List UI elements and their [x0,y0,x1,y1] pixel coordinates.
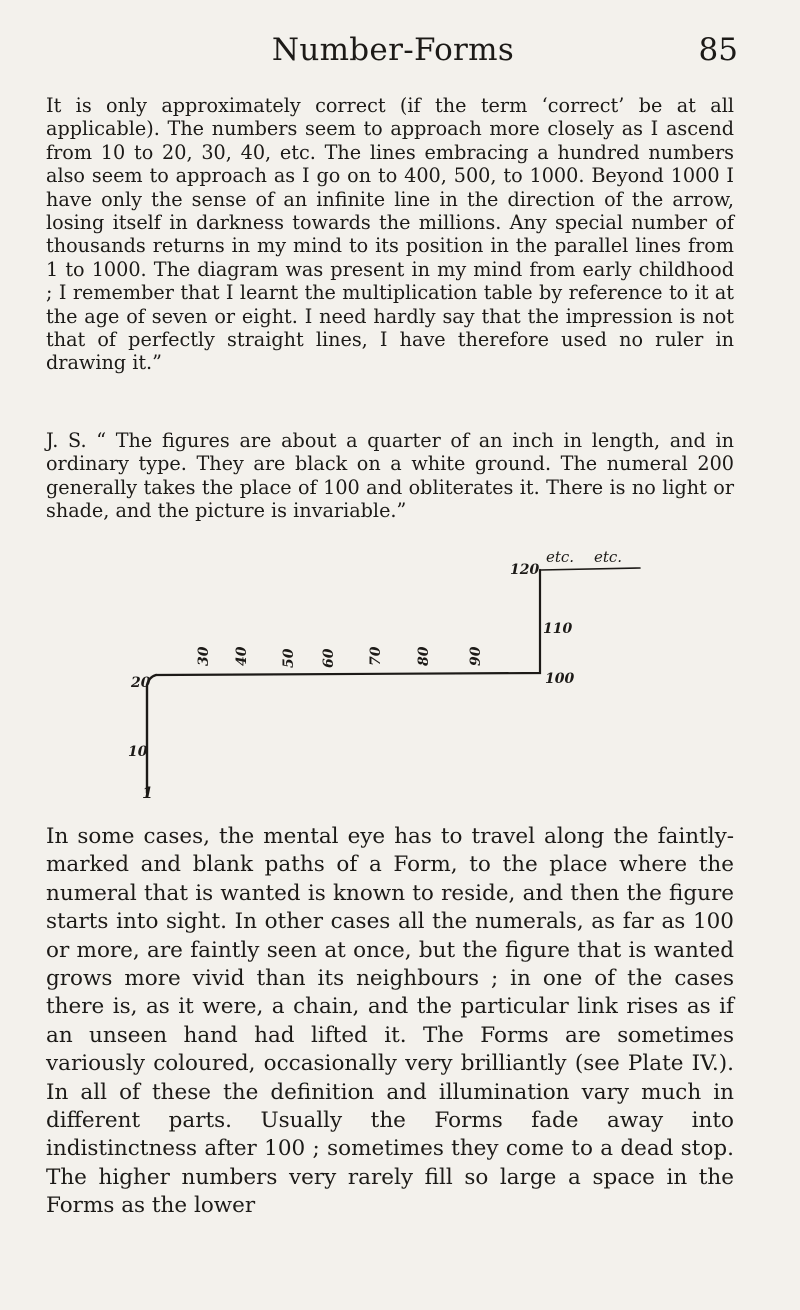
label-110: 110 [543,621,573,637]
label-20: 20 [131,675,151,691]
label-100: 100 [545,671,575,687]
paragraph-body: In some cases, the mental eye has to travel along the faintly-marked and blank paths of a Form, to the place where the numeral that is wanted is known to reside, and then the figure starts into sight. In other cases all the numerals, as far as 100 or more, are faintly seen at once, but the figure that is wanted grows more vivid than its neighbours ; in one of the cases there is, as it were, a chain, and the particular link rises as if an unseen hand had lifted it. The Forms are sometimes variously coloured, occasionally very brilliantly (see Plate IV.). In all of these the definition and illumination vary much in different parts. Usually the Forms fade away into indistinctness after 100 ; sometimes they come to a dead stop. The higher numbers very rarely fill so large a space in the Forms as the lower [46,824,734,1219]
label-60: 60 [321,648,337,668]
label-10: 10 [128,744,148,760]
label-start: 1 [142,783,154,802]
label-etc-2: etc. [594,548,623,566]
number-form-diagram [0,530,800,810]
label-50: 50 [281,648,297,668]
page-header [48,28,738,78]
label-80: 80 [416,646,432,666]
label-70: 70 [368,646,384,666]
paragraph-js-quote: J. S. “ The figures are about a quarter of an inch in length, and in ordinary type. They are black on a white ground. The numeral 200 generally takes the place of 100 and obliterates it. There is no light or shade, and the picture is invariable.” [46,429,734,523]
label-30: 30 [196,646,212,666]
paragraph-continuation: It is only approximately correct (if the term ‘correct’ be at all applicable). The numbers seem to approach more closely as I ascend from 10 to 20, 30, 40, etc. The lines embracing a hundred numbers also seem to approach as I go on to 400, 500, to 1000. Beyond 1000 I have only the sense of an infinite line in the direction of the arrow, losing itself in darkness towards the millions. Any special number of thousands returns in my mind to its position in the parallel lines from 1 to 1000. The diagram was present in my mind from early childhood ; I remember that I learnt the multiplication table by reference to it at the age of seven or eight. I need hardly say that the impression is not that of perfectly straight lines, I have therefore used no ruler in drawing it.” [46,94,734,375]
page-number: 85 [698,32,738,68]
label-90: 90 [468,646,484,666]
label-etc-1: etc. [546,548,575,566]
label-120: 120 [510,562,540,578]
label-40: 40 [234,646,250,666]
running-title: Number-Forms [271,32,515,68]
